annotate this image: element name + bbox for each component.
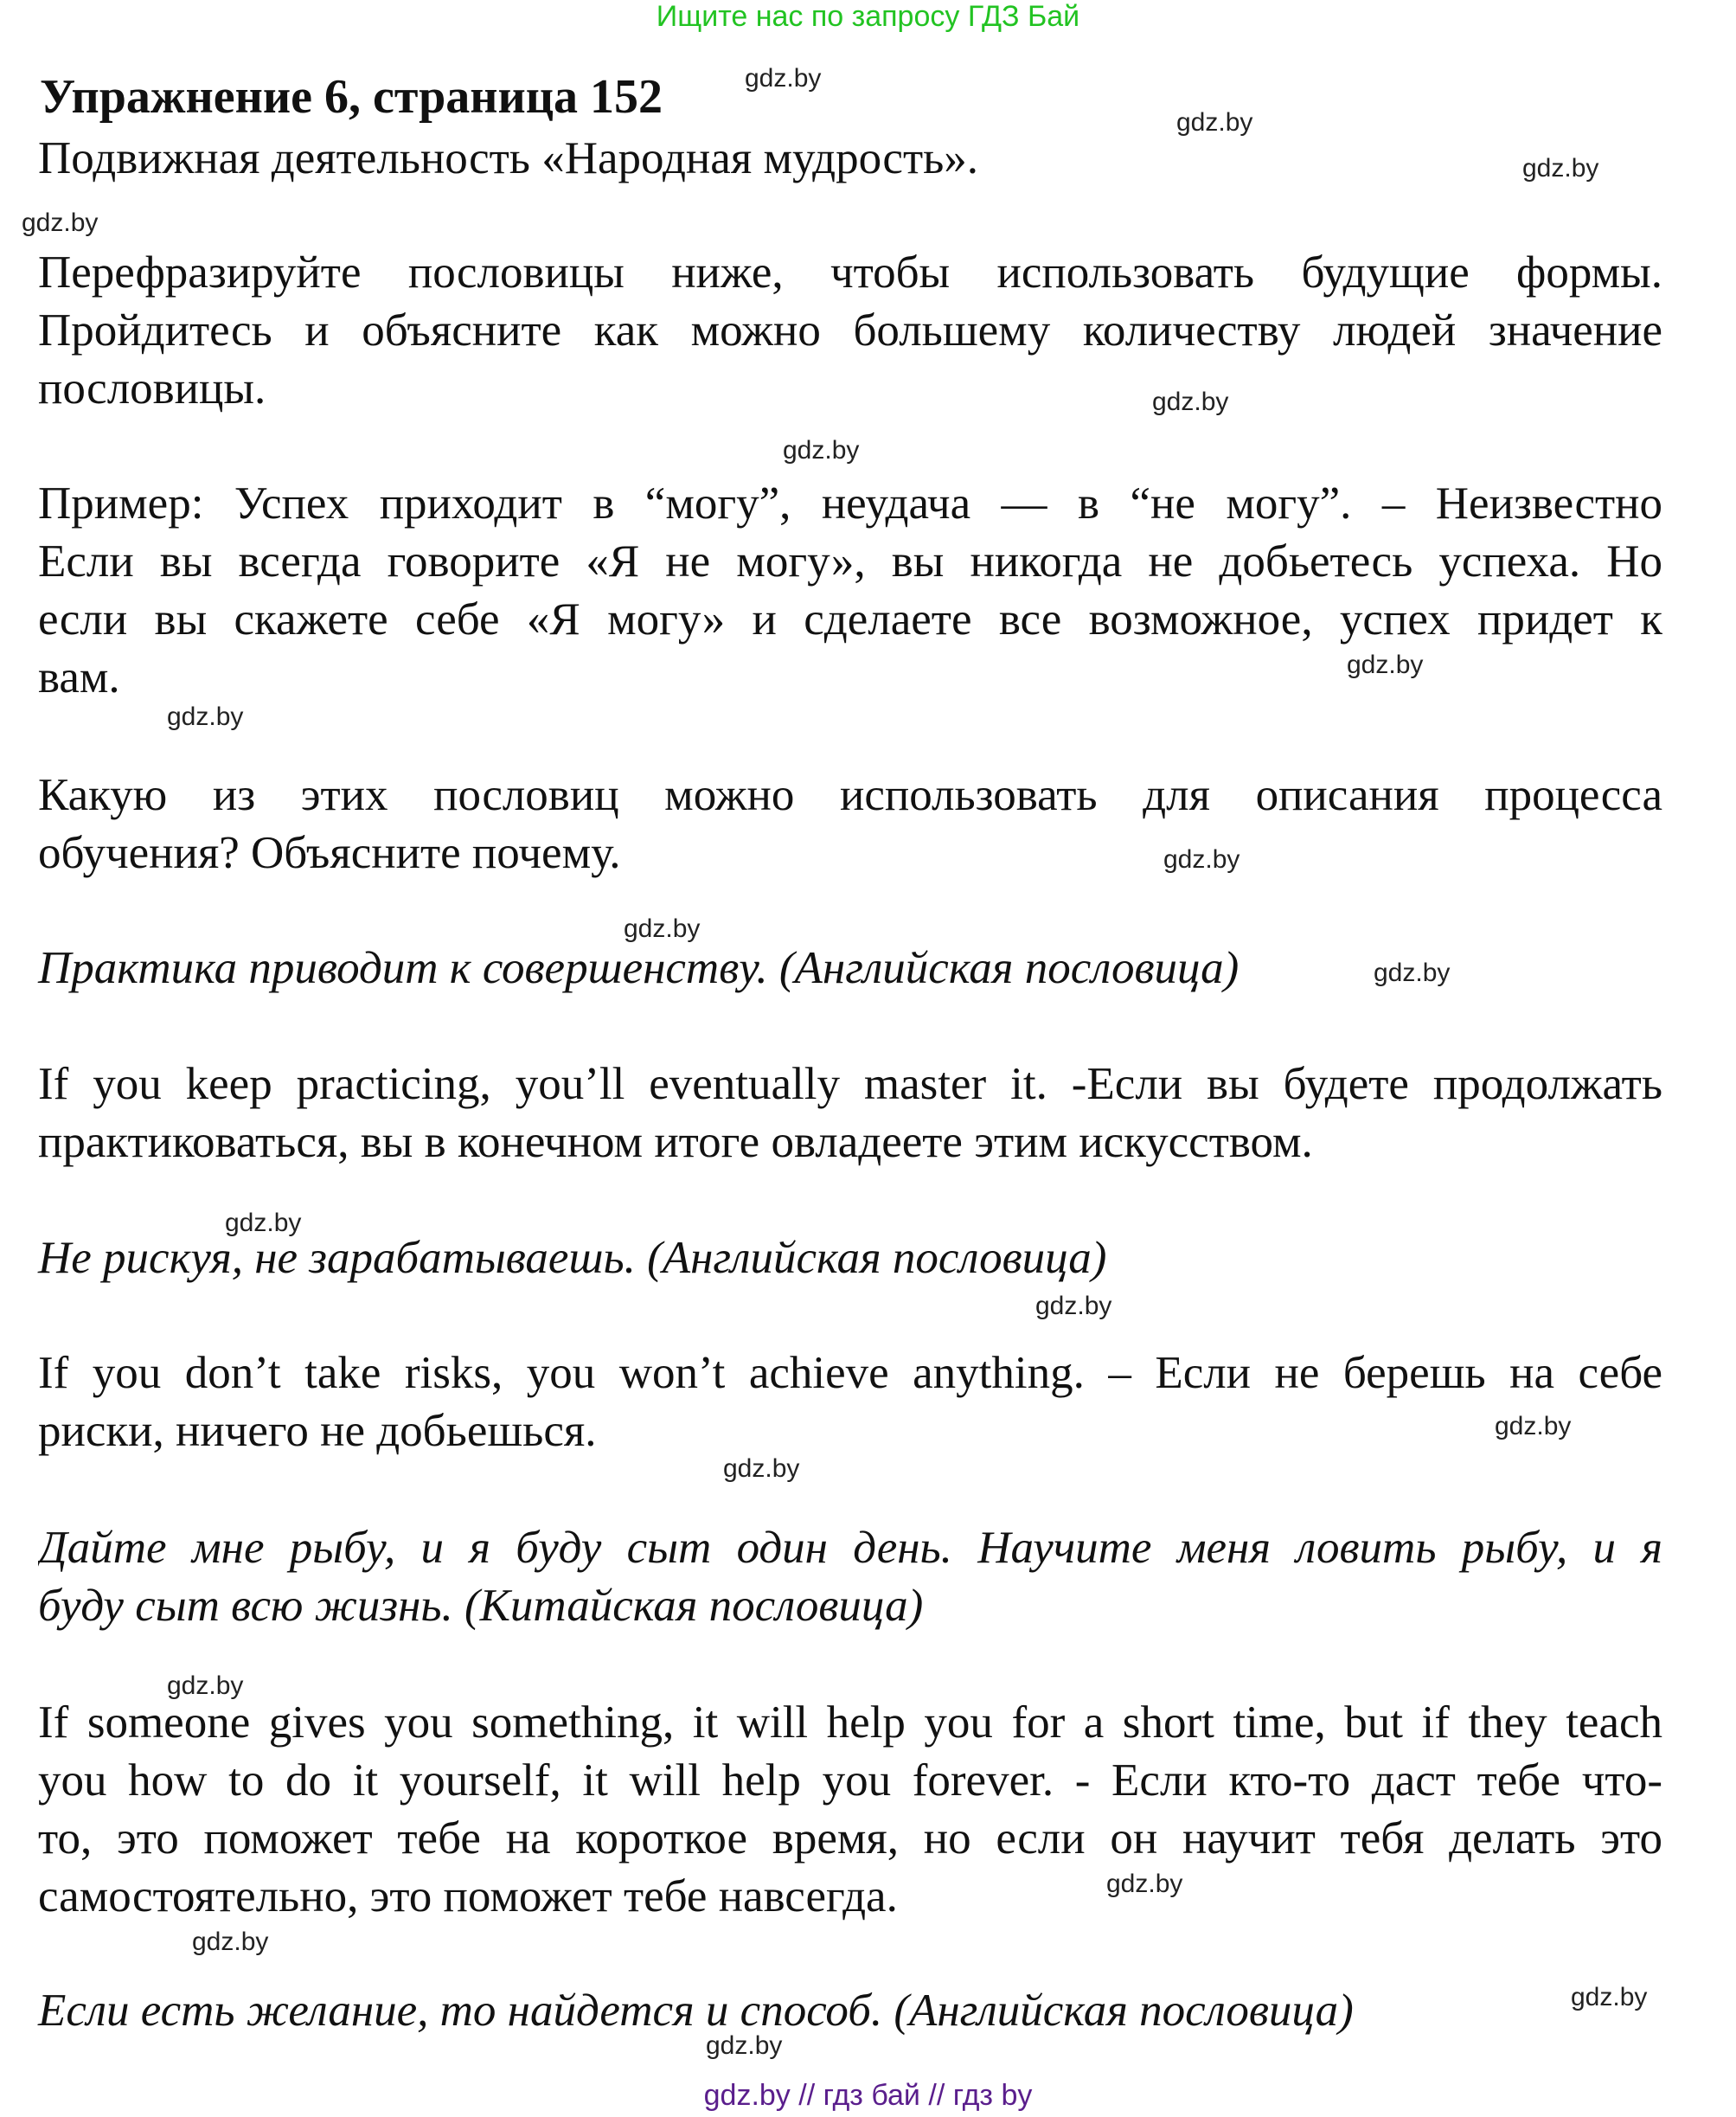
- text-line: you how to do it yourself, it will help you forever. - Если кто-то даст тебе что-: [38, 1755, 1662, 1806]
- watermark: gdz.by: [192, 1928, 269, 1956]
- text-line: Дайте мне рыбу, и я буду сыт один день. Научите меня ловить рыбу, и я: [38, 1523, 1662, 1573]
- text-line: риски, ничего не добьешься.: [38, 1406, 597, 1456]
- watermark: gdz.by: [1035, 1292, 1112, 1320]
- watermark: gdz.by: [1176, 108, 1253, 137]
- text-line: Не рискуя, не зарабатываешь. (Английская пословица): [38, 1233, 1107, 1283]
- watermark: gdz.by: [624, 914, 701, 943]
- text-line: Если есть желание, то найдется и способ. (Английская пословица): [38, 1985, 1354, 2036]
- text-line: то, это поможет тебе на короткое время, но если он научит тебя делать это: [38, 1813, 1662, 1864]
- watermark: gdz.by: [1374, 959, 1451, 987]
- page-title: Упражнение 6, страница 152: [40, 70, 663, 124]
- watermark: gdz.by: [1522, 154, 1599, 183]
- text-line: практиковаться, вы в конечном итоге овладеете этим искусством.: [38, 1117, 1313, 1167]
- text-line: If someone gives you something, it will help you for a short time, but if they teach: [38, 1697, 1662, 1748]
- text-line: Подвижная деятельность «Народная мудрость».: [38, 133, 979, 183]
- watermark: gdz.by: [225, 1209, 302, 1237]
- subtitle: [38, 130, 1662, 188]
- instruction-paragraph: [38, 244, 1662, 418]
- watermark: gdz.by: [723, 1454, 800, 1483]
- text-line: Какую из этих пословиц можно использовать для описания процесса: [38, 770, 1662, 820]
- text-line: пословицы.: [38, 363, 266, 414]
- footer-links: gdz.by // гдз бай // гдз by: [703, 2079, 1033, 2112]
- text-line: Пример: Успех приходит в “могу”, неудача — в “не могу”. – Неизвестно: [38, 478, 1662, 529]
- watermark: gdz.by: [706, 2031, 783, 2060]
- watermark: gdz.by: [783, 436, 860, 465]
- proverb-3: [38, 1519, 1662, 1635]
- text-line: Пройдитесь и объясните как можно большему количеству людей значение: [38, 305, 1662, 356]
- watermark: gdz.by: [167, 702, 244, 731]
- watermark: gdz.by: [1152, 388, 1229, 416]
- text-line: Если вы всегда говорите «Я не могу», вы никогда не добьетесь успеха. Но: [38, 536, 1662, 587]
- watermark: gdz.by: [745, 64, 822, 93]
- watermark: gdz.by: [1495, 1412, 1572, 1440]
- watermark: gdz.by: [1347, 651, 1424, 679]
- watermark: gdz.by: [22, 208, 99, 237]
- search-banner: Ищите нас по запросу ГДЗ Бай: [656, 0, 1080, 33]
- answer-2: [38, 1344, 1662, 1460]
- question-paragraph: [38, 767, 1662, 882]
- proverb-2: [38, 1229, 1662, 1287]
- text-line: Перефразируйте пословицы ниже, чтобы использовать будущие формы.: [38, 247, 1662, 298]
- text-line: буду сыт всю жизнь. (Китайская пословица): [38, 1581, 924, 1631]
- text-line: If you don’t take risks, you won’t achieve anything. – Если не берешь на себе: [38, 1348, 1662, 1398]
- text-line: самостоятельно, это поможет тебе навсегда.: [38, 1871, 898, 1921]
- answer-3: [38, 1694, 1662, 1926]
- text-line: If you keep practicing, you’ll eventually master it. -Если вы будете продолжать: [38, 1059, 1662, 1109]
- text-line: Практика приводит к совершенству. (Английская пословица): [38, 943, 1240, 993]
- text-line: вам.: [38, 652, 120, 702]
- watermark: gdz.by: [1571, 1983, 1648, 2011]
- text-line: если вы скажете себе «Я могу» и сделаете все возможное, успех придет к: [38, 594, 1662, 645]
- watermark: gdz.by: [1106, 1870, 1183, 1898]
- answer-1: [38, 1055, 1662, 1171]
- text-line: обучения? Объясните почему.: [38, 828, 621, 878]
- watermark: gdz.by: [167, 1671, 244, 1700]
- watermark: gdz.by: [1163, 845, 1240, 874]
- proverb-4: [38, 1982, 1662, 2040]
